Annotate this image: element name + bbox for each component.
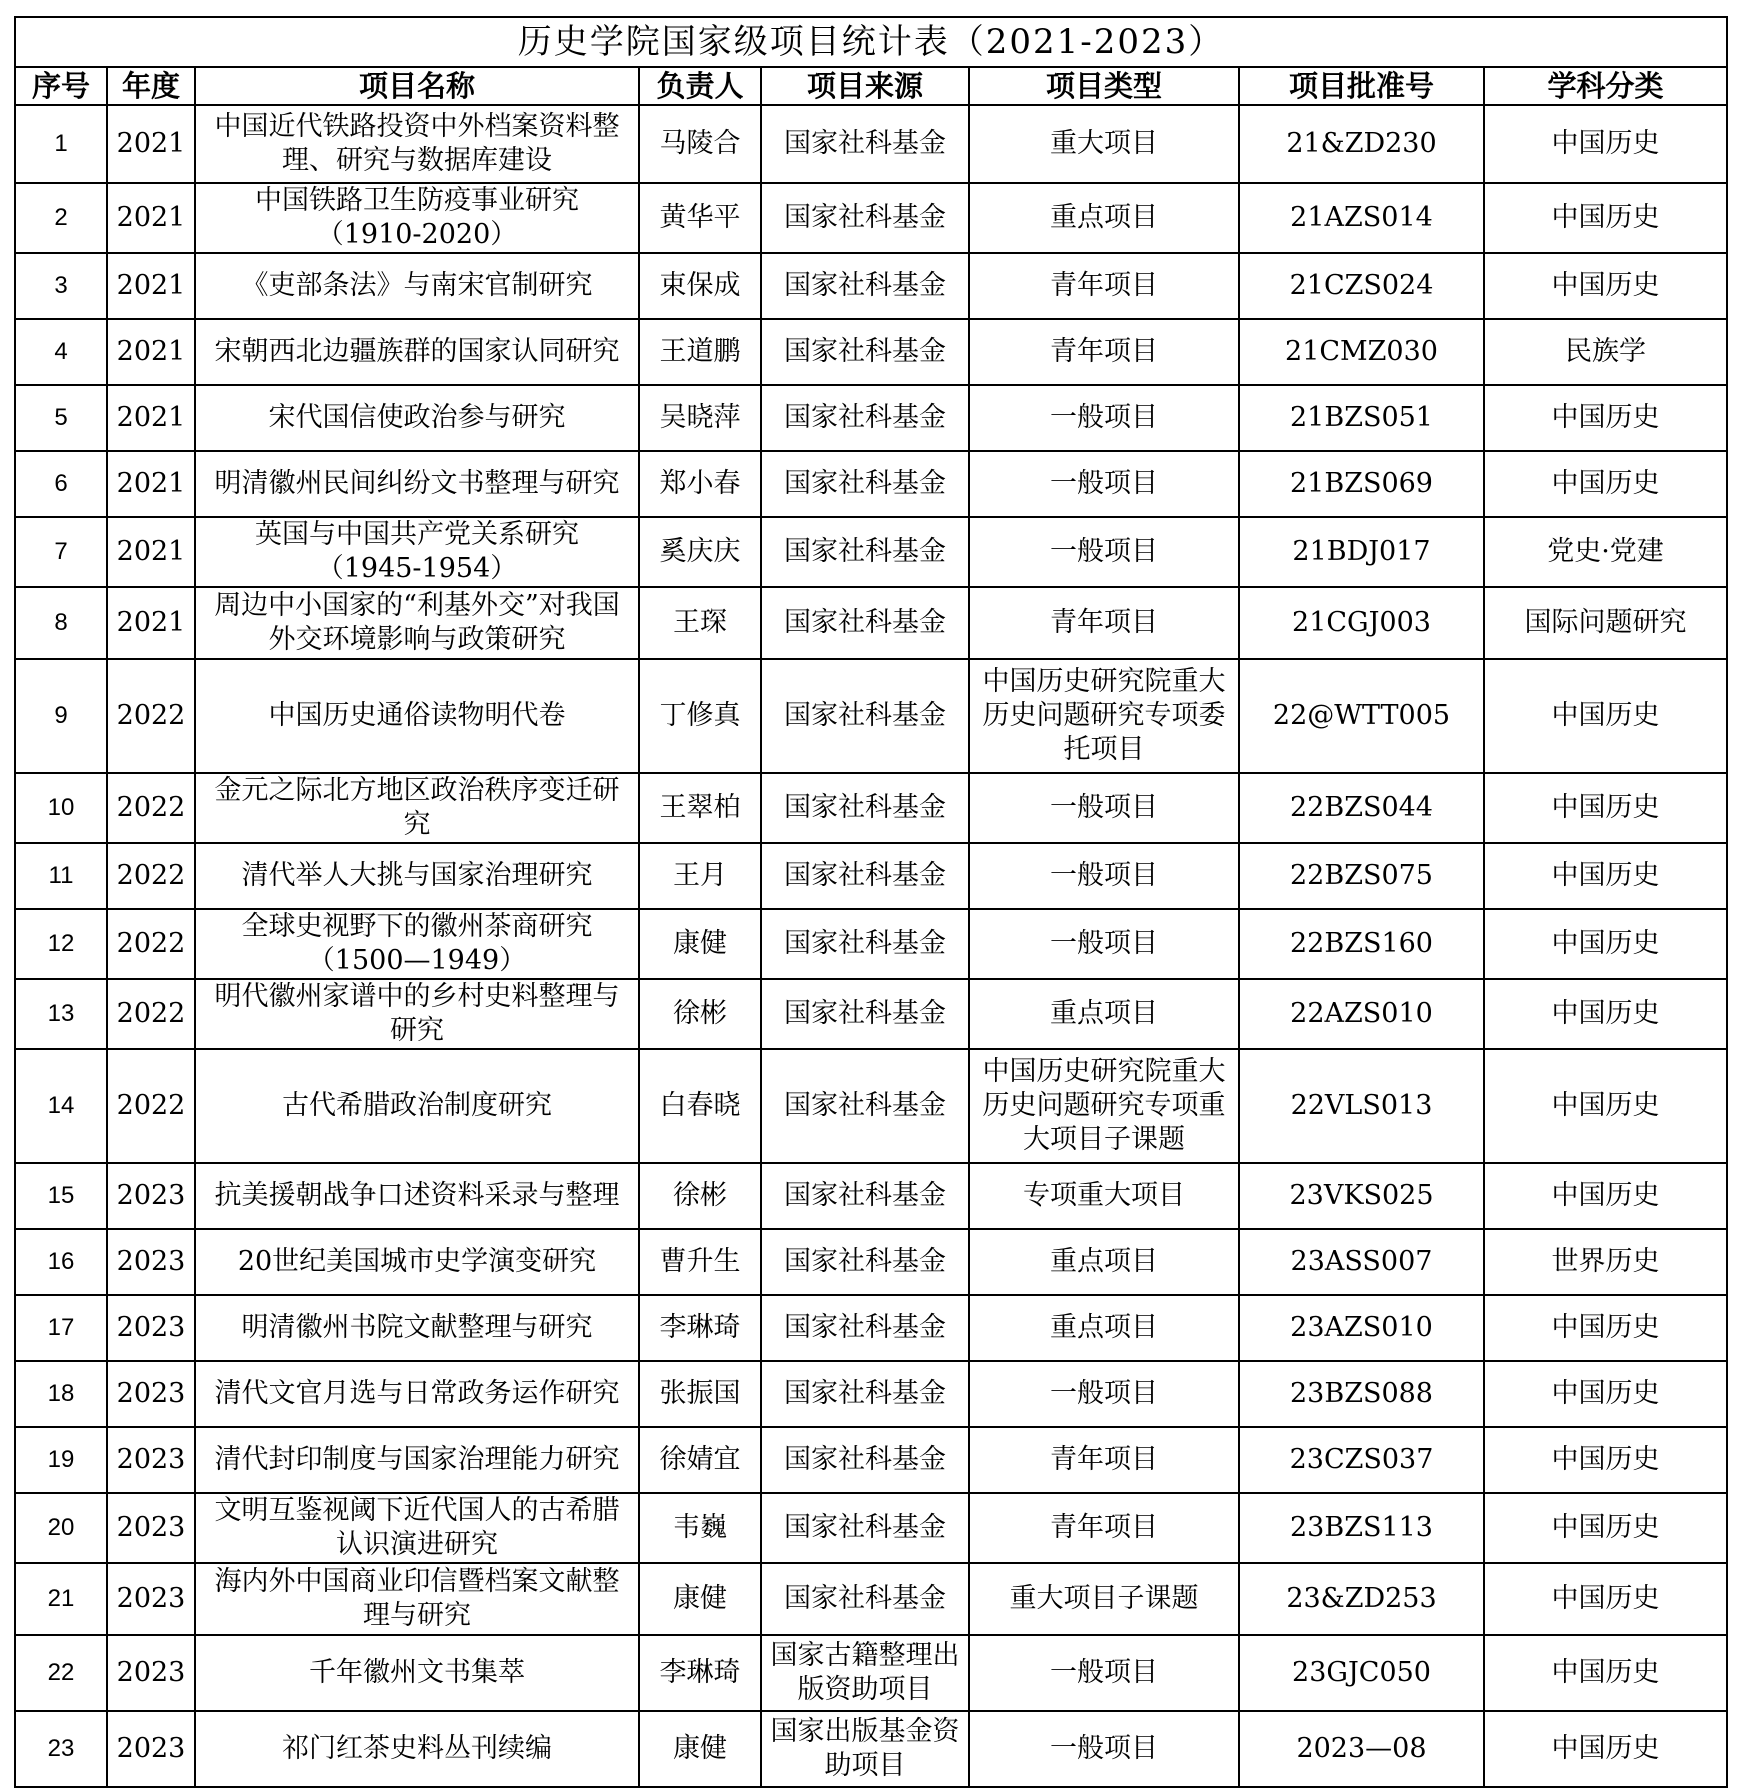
cell-project-name-text: 文明互鉴视阈下近代国人的古希腊认识演进研究: [214, 1495, 620, 1560]
cell-year: 2023: [107, 1563, 195, 1635]
cell-type-text: 中国历史研究院重大历史问题研究专项委托项目: [982, 666, 1226, 765]
cell-no: 13: [15, 979, 107, 1049]
cell-no: 11: [15, 843, 107, 909]
cell-leader: 王道鹏: [639, 319, 761, 385]
cell-project-name-text: 20世纪美国城市史学演变研究: [237, 1246, 597, 1277]
cell-type: [969, 1563, 1239, 1635]
cell-approval-no: 22BZS044: [1239, 773, 1484, 843]
cell-approval-no: 21CMZ030: [1239, 319, 1484, 385]
cell-leader: 王月: [639, 843, 761, 909]
cell-source-text: 国家社科基金: [784, 1312, 946, 1343]
cell-leader: 束保成: [639, 253, 761, 319]
cell-discipline: 中国历史: [1484, 105, 1727, 183]
cell-type: [969, 1049, 1239, 1163]
cell-type-text: 一般项目: [1050, 468, 1158, 499]
cell-type: [969, 587, 1239, 659]
cell-type: [969, 843, 1239, 909]
cell-project-name: [195, 909, 639, 979]
cell-source: [761, 1563, 969, 1635]
table-row: [15, 587, 1727, 659]
cell-discipline: 中国历史: [1484, 1493, 1727, 1563]
cell-source: [761, 1163, 969, 1229]
cell-source: [761, 1427, 969, 1493]
cell-project-name-text: 明代徽州家谱中的乡村史料整理与研究: [214, 981, 620, 1046]
cell-type: [969, 105, 1239, 183]
cell-source: [761, 587, 969, 659]
cell-project-name-text: 海内外中国商业印信暨档案文献整理与研究: [214, 1566, 620, 1631]
table-row: [15, 1493, 1727, 1563]
cell-year: 2021: [107, 451, 195, 517]
cell-approval-no: 23VKS025: [1239, 1163, 1484, 1229]
cell-discipline: 中国历史: [1484, 183, 1727, 253]
cell-discipline: 中国历史: [1484, 451, 1727, 517]
cell-year: 2023: [107, 1163, 195, 1229]
cell-approval-no: 22BZS075: [1239, 843, 1484, 909]
cell-discipline: 中国历史: [1484, 979, 1727, 1049]
cell-leader: 康健: [639, 1563, 761, 1635]
cell-source: [761, 1635, 969, 1711]
cell-type-text: 一般项目: [1050, 1733, 1158, 1764]
table-row: [15, 183, 1727, 253]
cell-year: 2022: [107, 659, 195, 773]
table-row: [15, 1711, 1727, 1787]
cell-discipline: 中国历史: [1484, 1361, 1727, 1427]
cell-type: [969, 319, 1239, 385]
table-row: [15, 517, 1727, 587]
cell-no: 8: [15, 587, 107, 659]
cell-source-text: 国家社科基金: [784, 1444, 946, 1475]
cell-source: [761, 659, 969, 773]
cell-source-text: 国家社科基金: [784, 860, 946, 891]
cell-source: [761, 1049, 969, 1163]
cell-type: [969, 385, 1239, 451]
cell-approval-no: 21AZS014: [1239, 183, 1484, 253]
cell-type-text: 重大项目子课题: [1009, 1583, 1199, 1614]
cell-leader: 奚庆庆: [639, 517, 761, 587]
cell-type: [969, 1635, 1239, 1711]
cell-discipline: 中国历史: [1484, 1163, 1727, 1229]
cell-year: 2022: [107, 1049, 195, 1163]
cell-project-name-text: 《吏部条法》与南宋官制研究: [241, 270, 593, 301]
cell-no: 22: [15, 1635, 107, 1711]
header-discipline: 学科分类: [1484, 67, 1727, 105]
cell-type-text: 一般项目: [1050, 860, 1158, 891]
cell-discipline: 中国历史: [1484, 1563, 1727, 1635]
cell-type: [969, 659, 1239, 773]
cell-project-name-text: 中国铁路卫生防疫事业研究（1910-2020）: [255, 185, 579, 250]
cell-no: 2: [15, 183, 107, 253]
header-type: 项目类型: [969, 67, 1239, 105]
cell-source-text: 国家社科基金: [784, 468, 946, 499]
cell-source: [761, 1229, 969, 1295]
cell-source-text: 国家社科基金: [784, 1246, 946, 1277]
table-row: [15, 1361, 1727, 1427]
cell-project-name: [195, 1711, 639, 1787]
cell-source-text: 国家古籍整理出版资助项目: [770, 1640, 960, 1705]
cell-type-text: 重点项目: [1050, 202, 1158, 233]
cell-project-name-text: 明清徽州书院文献整理与研究: [241, 1312, 593, 1343]
cell-discipline: 中国历史: [1484, 1711, 1727, 1787]
cell-type-text: 青年项目: [1050, 1512, 1158, 1543]
cell-source-text: 国家社科基金: [784, 700, 946, 731]
cell-source: [761, 1361, 969, 1427]
cell-discipline: 中国历史: [1484, 1635, 1727, 1711]
header-source: 项目来源: [761, 67, 969, 105]
cell-approval-no: 23BZS113: [1239, 1493, 1484, 1563]
cell-type-text: 一般项目: [1050, 1378, 1158, 1409]
cell-no: 18: [15, 1361, 107, 1427]
table-row: [15, 1563, 1727, 1635]
cell-leader: 李琳琦: [639, 1635, 761, 1711]
cell-project-name: [195, 517, 639, 587]
cell-approval-no: 21CZS024: [1239, 253, 1484, 319]
table-row: [15, 385, 1727, 451]
cell-leader: 郑小春: [639, 451, 761, 517]
cell-leader: 丁修真: [639, 659, 761, 773]
cell-project-name-text: 中国历史通俗读物明代卷: [268, 700, 566, 731]
cell-source: [761, 517, 969, 587]
project-statistics-table: [14, 16, 1728, 1788]
cell-no: 6: [15, 451, 107, 517]
cell-approval-no: 22VLS013: [1239, 1049, 1484, 1163]
cell-source-text: 国家社科基金: [784, 1583, 946, 1614]
cell-no: 12: [15, 909, 107, 979]
cell-approval-no: 23CZS037: [1239, 1427, 1484, 1493]
cell-source-text: 国家社科基金: [784, 607, 946, 638]
cell-year: 2021: [107, 105, 195, 183]
cell-no: 10: [15, 773, 107, 843]
cell-leader: 王翠柏: [639, 773, 761, 843]
cell-source-text: 国家社科基金: [784, 792, 946, 823]
cell-project-name-text: 中国近代铁路投资中外档案资料整理、研究与数据库建设: [214, 111, 620, 176]
cell-type: [969, 1711, 1239, 1787]
cell-no: 1: [15, 105, 107, 183]
cell-year: 2023: [107, 1229, 195, 1295]
cell-approval-no: 21BDJ017: [1239, 517, 1484, 587]
cell-approval-no: 21CGJ003: [1239, 587, 1484, 659]
cell-no: 4: [15, 319, 107, 385]
cell-project-name: [195, 1361, 639, 1427]
cell-source: [761, 843, 969, 909]
cell-project-name: [195, 1493, 639, 1563]
cell-project-name-text: 金元之际北方地区政治秩序变迁研究: [214, 775, 620, 840]
cell-project-name: [195, 105, 639, 183]
cell-project-name-text: 祁门红茶史料丛刊续编: [282, 1733, 552, 1764]
cell-project-name: [195, 1163, 639, 1229]
cell-leader: 康健: [639, 1711, 761, 1787]
table-row: [15, 1049, 1727, 1163]
cell-year: 2023: [107, 1711, 195, 1787]
cell-no: 3: [15, 253, 107, 319]
cell-source-text: 国家社科基金: [784, 928, 946, 959]
cell-approval-no: 21BZS069: [1239, 451, 1484, 517]
table-row: [15, 909, 1727, 979]
cell-type-text: 重点项目: [1050, 1246, 1158, 1277]
cell-leader: 李琳琦: [639, 1295, 761, 1361]
cell-year: 2023: [107, 1493, 195, 1563]
cell-project-name: [195, 773, 639, 843]
header-row: [15, 67, 1727, 105]
cell-project-name-text: 周边中小国家的“利基外交”对我国外交环境影响与政策研究: [214, 590, 620, 655]
cell-source-text: 国家社科基金: [784, 202, 946, 233]
cell-year: 2021: [107, 183, 195, 253]
cell-type-text: 青年项目: [1050, 336, 1158, 367]
cell-no: 14: [15, 1049, 107, 1163]
cell-project-name-text: 宋代国信使政治参与研究: [268, 402, 566, 433]
cell-source: [761, 183, 969, 253]
table-row: [15, 253, 1727, 319]
cell-leader: 黄华平: [639, 183, 761, 253]
cell-source: [761, 105, 969, 183]
header-approval-no: 项目批准号: [1239, 67, 1484, 105]
cell-source-text: 国家社科基金: [784, 536, 946, 567]
cell-project-name: [195, 659, 639, 773]
cell-leader: 张振国: [639, 1361, 761, 1427]
cell-source-text: 国家社科基金: [784, 1180, 946, 1211]
cell-source: [761, 1493, 969, 1563]
cell-leader: 韦巍: [639, 1493, 761, 1563]
cell-no: 20: [15, 1493, 107, 1563]
cell-type: [969, 1493, 1239, 1563]
cell-type-text: 一般项目: [1050, 792, 1158, 823]
cell-no: 9: [15, 659, 107, 773]
header-leader: 负责人: [639, 67, 761, 105]
cell-approval-no: 22@WTT005: [1239, 659, 1484, 773]
cell-source-text: 国家出版基金资助项目: [770, 1716, 960, 1781]
cell-year: 2022: [107, 843, 195, 909]
cell-leader: 吴晓萍: [639, 385, 761, 451]
cell-leader: 曹升生: [639, 1229, 761, 1295]
cell-leader: 白春晓: [639, 1049, 761, 1163]
cell-no: 21: [15, 1563, 107, 1635]
cell-source-text: 国家社科基金: [784, 128, 946, 159]
cell-type: [969, 1427, 1239, 1493]
cell-type: [969, 1361, 1239, 1427]
cell-project-name: [195, 253, 639, 319]
cell-source: [761, 909, 969, 979]
cell-project-name: [195, 843, 639, 909]
cell-leader: 徐婧宜: [639, 1427, 761, 1493]
cell-approval-no: 22BZS160: [1239, 909, 1484, 979]
cell-no: 15: [15, 1163, 107, 1229]
cell-year: 2023: [107, 1427, 195, 1493]
cell-source-text: 国家社科基金: [784, 1512, 946, 1543]
cell-source: [761, 1295, 969, 1361]
cell-type-text: 专项重大项目: [1023, 1180, 1185, 1211]
cell-project-name: [195, 1295, 639, 1361]
cell-discipline: 国际问题研究: [1484, 587, 1727, 659]
cell-approval-no: 23BZS088: [1239, 1361, 1484, 1427]
table-row: [15, 843, 1727, 909]
cell-discipline: 党史·党建: [1484, 517, 1727, 587]
cell-leader: 王琛: [639, 587, 761, 659]
cell-source-text: 国家社科基金: [784, 1090, 946, 1121]
cell-source: [761, 451, 969, 517]
table-row: [15, 773, 1727, 843]
cell-project-name: [195, 979, 639, 1049]
cell-type-text: 一般项目: [1050, 402, 1158, 433]
cell-type: [969, 909, 1239, 979]
cell-no: 17: [15, 1295, 107, 1361]
cell-project-name: [195, 1635, 639, 1711]
cell-year: 2023: [107, 1635, 195, 1711]
cell-type: [969, 517, 1239, 587]
cell-project-name-text: 全球史视野下的徽州茶商研究（1500—1949）: [241, 911, 593, 976]
cell-project-name: [195, 1049, 639, 1163]
cell-source-text: 国家社科基金: [784, 402, 946, 433]
cell-source: [761, 319, 969, 385]
cell-discipline: 中国历史: [1484, 253, 1727, 319]
cell-discipline: 世界历史: [1484, 1229, 1727, 1295]
cell-project-name-text: 抗美援朝战争口述资料采录与整理: [214, 1180, 620, 1211]
table-row: [15, 1229, 1727, 1295]
cell-project-name-text: 英国与中国共产党关系研究（1945-1954）: [255, 519, 579, 584]
cell-discipline: 中国历史: [1484, 385, 1727, 451]
cell-year: 2022: [107, 909, 195, 979]
table-row: [15, 1427, 1727, 1493]
cell-type: [969, 253, 1239, 319]
cell-source: [761, 253, 969, 319]
cell-type: [969, 979, 1239, 1049]
cell-project-name: [195, 1563, 639, 1635]
table-row: [15, 979, 1727, 1049]
cell-leader: 马陵合: [639, 105, 761, 183]
cell-type-text: 一般项目: [1050, 1657, 1158, 1688]
cell-discipline: 中国历史: [1484, 773, 1727, 843]
cell-approval-no: 21BZS051: [1239, 385, 1484, 451]
cell-project-name: [195, 1427, 639, 1493]
cell-source: [761, 385, 969, 451]
table-row: [15, 1635, 1727, 1711]
cell-year: 2021: [107, 587, 195, 659]
cell-project-name-text: 清代文官月选与日常政务运作研究: [214, 1378, 620, 1409]
cell-source-text: 国家社科基金: [784, 1378, 946, 1409]
table-row: [15, 319, 1727, 385]
cell-project-name-text: 千年徽州文书集萃: [309, 1657, 525, 1688]
cell-year: 2021: [107, 319, 195, 385]
cell-year: 2021: [107, 385, 195, 451]
cell-project-name-text: 宋朝西北边疆族群的国家认同研究: [214, 336, 620, 367]
cell-discipline: 中国历史: [1484, 1295, 1727, 1361]
table-row: [15, 451, 1727, 517]
header-year: 年度: [107, 67, 195, 105]
cell-source-text: 国家社科基金: [784, 998, 946, 1029]
cell-discipline: 中国历史: [1484, 659, 1727, 773]
table-row: [15, 1163, 1727, 1229]
cell-year: 2021: [107, 517, 195, 587]
cell-type: [969, 183, 1239, 253]
cell-approval-no: 23ASS007: [1239, 1229, 1484, 1295]
cell-leader: 康健: [639, 909, 761, 979]
cell-project-name-text: 清代封印制度与国家治理能力研究: [214, 1444, 620, 1475]
cell-no: 5: [15, 385, 107, 451]
cell-type-text: 青年项目: [1050, 1444, 1158, 1475]
cell-discipline: 中国历史: [1484, 909, 1727, 979]
table-row: [15, 105, 1727, 183]
cell-type-text: 重点项目: [1050, 1312, 1158, 1343]
cell-type: [969, 1163, 1239, 1229]
cell-no: 19: [15, 1427, 107, 1493]
cell-project-name: [195, 1229, 639, 1295]
cell-approval-no: 23AZS010: [1239, 1295, 1484, 1361]
cell-type: [969, 451, 1239, 517]
cell-type-text: 重大项目: [1050, 128, 1158, 159]
cell-approval-no: 21&ZD230: [1239, 105, 1484, 183]
header-no: 序号: [15, 67, 107, 105]
table-title: 历史学院国家级项目统计表（2021-2023）: [15, 17, 1727, 67]
cell-leader: 徐彬: [639, 979, 761, 1049]
cell-project-name-text: 古代希腊政治制度研究: [282, 1090, 552, 1121]
cell-discipline: 民族学: [1484, 319, 1727, 385]
cell-year: 2022: [107, 773, 195, 843]
cell-type: [969, 773, 1239, 843]
cell-no: 7: [15, 517, 107, 587]
cell-project-name: [195, 319, 639, 385]
cell-no: 23: [15, 1711, 107, 1787]
cell-source: [761, 979, 969, 1049]
cell-discipline: 中国历史: [1484, 1427, 1727, 1493]
cell-type-text: 中国历史研究院重大历史问题研究专项重大项目子课题: [982, 1056, 1226, 1155]
cell-project-name: [195, 451, 639, 517]
header-project-name: 项目名称: [195, 67, 639, 105]
cell-type-text: 一般项目: [1050, 928, 1158, 959]
cell-discipline: 中国历史: [1484, 1049, 1727, 1163]
cell-source-text: 国家社科基金: [784, 336, 946, 367]
cell-type-text: 一般项目: [1050, 536, 1158, 567]
cell-type-text: 青年项目: [1050, 607, 1158, 638]
cell-type-text: 重点项目: [1050, 998, 1158, 1029]
cell-discipline: 中国历史: [1484, 843, 1727, 909]
cell-project-name: [195, 385, 639, 451]
cell-approval-no: 2023—08: [1239, 1711, 1484, 1787]
cell-year: 2023: [107, 1361, 195, 1427]
cell-year: 2022: [107, 979, 195, 1049]
table-row: [15, 1295, 1727, 1361]
cell-project-name: [195, 587, 639, 659]
cell-type: [969, 1229, 1239, 1295]
cell-type: [969, 1295, 1239, 1361]
cell-approval-no: 23GJC050: [1239, 1635, 1484, 1711]
cell-approval-no: 22AZS010: [1239, 979, 1484, 1049]
cell-year: 2023: [107, 1295, 195, 1361]
cell-project-name-text: 明清徽州民间纠纷文书整理与研究: [214, 468, 620, 499]
cell-type-text: 青年项目: [1050, 270, 1158, 301]
cell-leader: 徐彬: [639, 1163, 761, 1229]
table-row: [15, 659, 1727, 773]
cell-no: 16: [15, 1229, 107, 1295]
cell-source: [761, 773, 969, 843]
cell-year: 2021: [107, 253, 195, 319]
cell-source: [761, 1711, 969, 1787]
cell-project-name: [195, 183, 639, 253]
cell-project-name-text: 清代举人大挑与国家治理研究: [241, 860, 593, 891]
cell-approval-no: 23&ZD253: [1239, 1563, 1484, 1635]
cell-source-text: 国家社科基金: [784, 270, 946, 301]
